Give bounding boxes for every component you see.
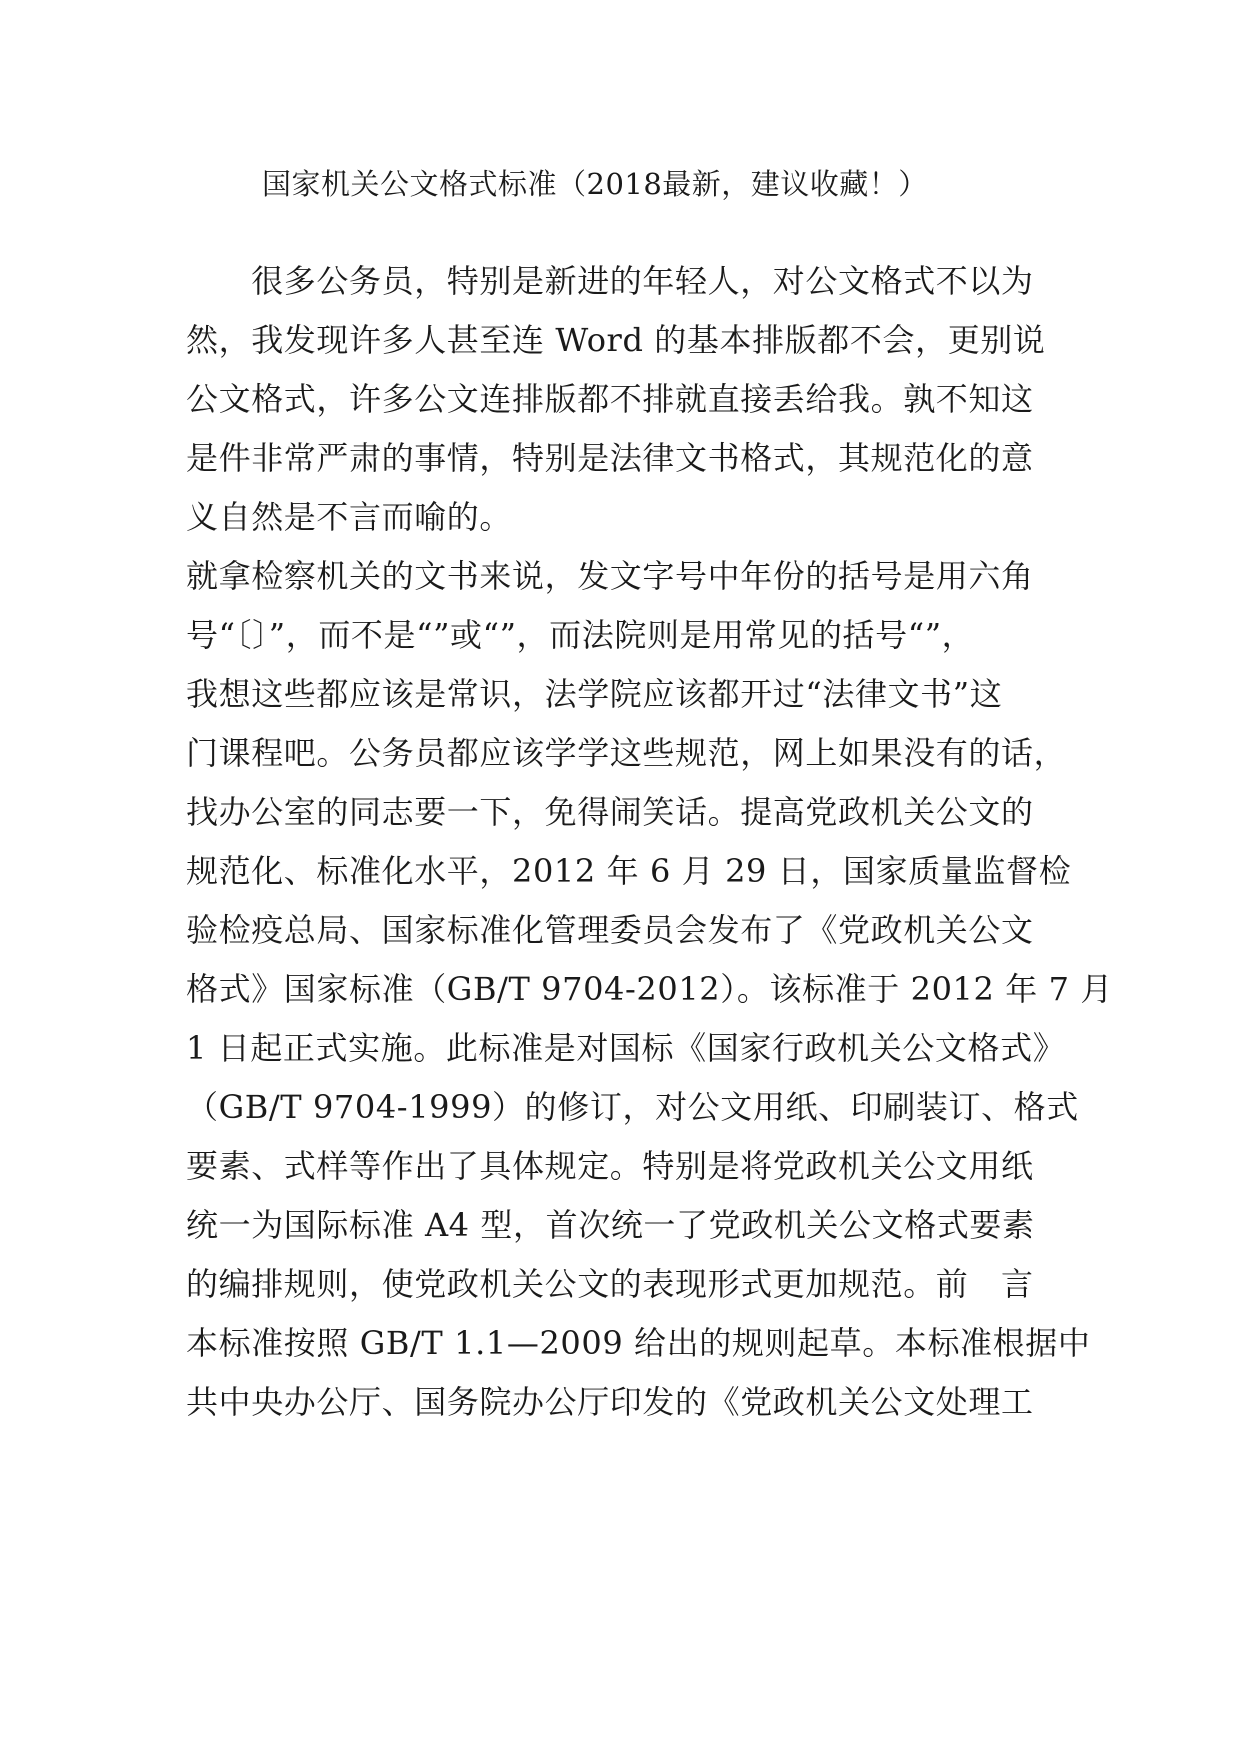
body-line: 规范化、标准化水平，2012 年 6 月 29 日，国家质量监督检 [186, 852, 1072, 890]
body-line: 共中央办公厅、国务院办公厅印发的《党政机关公文处理工 [186, 1383, 1034, 1421]
body-line: 统一为国际标准 A4 型，首次统一了党政机关公文格式要素 [186, 1206, 1035, 1244]
body-line: 是件非常严肃的事情，特别是法律文书格式，其规范化的意 [186, 439, 1034, 477]
body-line: 要素、式样等作出了具体规定。特别是将党政机关公文用纸 [186, 1147, 1034, 1185]
body-line: 找办公室的同志要一下，免得闹笑话。提高党政机关公文的 [186, 793, 1034, 831]
body-line: 然，我发现许多人甚至连 Word 的基本排版都不会，更别说 [186, 321, 1046, 359]
body-line: 验检疫总局、国家标准化管理委员会发布了《党政机关公文 [186, 911, 1034, 949]
body-line: （GB/T 9704-1999）的修订，对公文用纸、印刷装订、格式 [186, 1088, 1079, 1126]
document-title: 国家机关公文格式标准（2018最新，建议收藏！） [262, 167, 928, 201]
body-line: 的编排规则，使党政机关公文的表现形式更加规范。前 言 [186, 1265, 1034, 1303]
body-line: 就拿检察机关的文书来说，发文字号中年份的括号是用六角 [186, 557, 1034, 595]
body-line: 公文格式，许多公文连排版都不排就直接丢给我。孰不知这 [186, 380, 1034, 418]
body-line: 我想这些都应该是常识，法学院应该都开过“法律文书”这 [186, 675, 1003, 713]
body-line: 本标准按照 GB/T 1.1—2009 给出的规则起草。本标准根据中 [186, 1324, 1091, 1362]
body-line: 很多公务员，特别是新进的年轻人，对公文格式不以为 [186, 262, 1034, 300]
body-line: 1 日起正式实施。此标准是对国标《国家行政机关公文格式》 [186, 1029, 1066, 1067]
body-line: 号“〔〕”，而不是“”或“”，而法院则是用常见的括号“”， [186, 616, 975, 654]
body-line: 门课程吧。公务员都应该学学这些规范，网上如果没有的话， [186, 734, 1067, 772]
body-line: 义自然是不言而喻的。 [186, 498, 513, 536]
body-line: 格式》国家标准（GB/T 9704-2012）。该标准于 2012 年 7 月 [186, 970, 1113, 1008]
